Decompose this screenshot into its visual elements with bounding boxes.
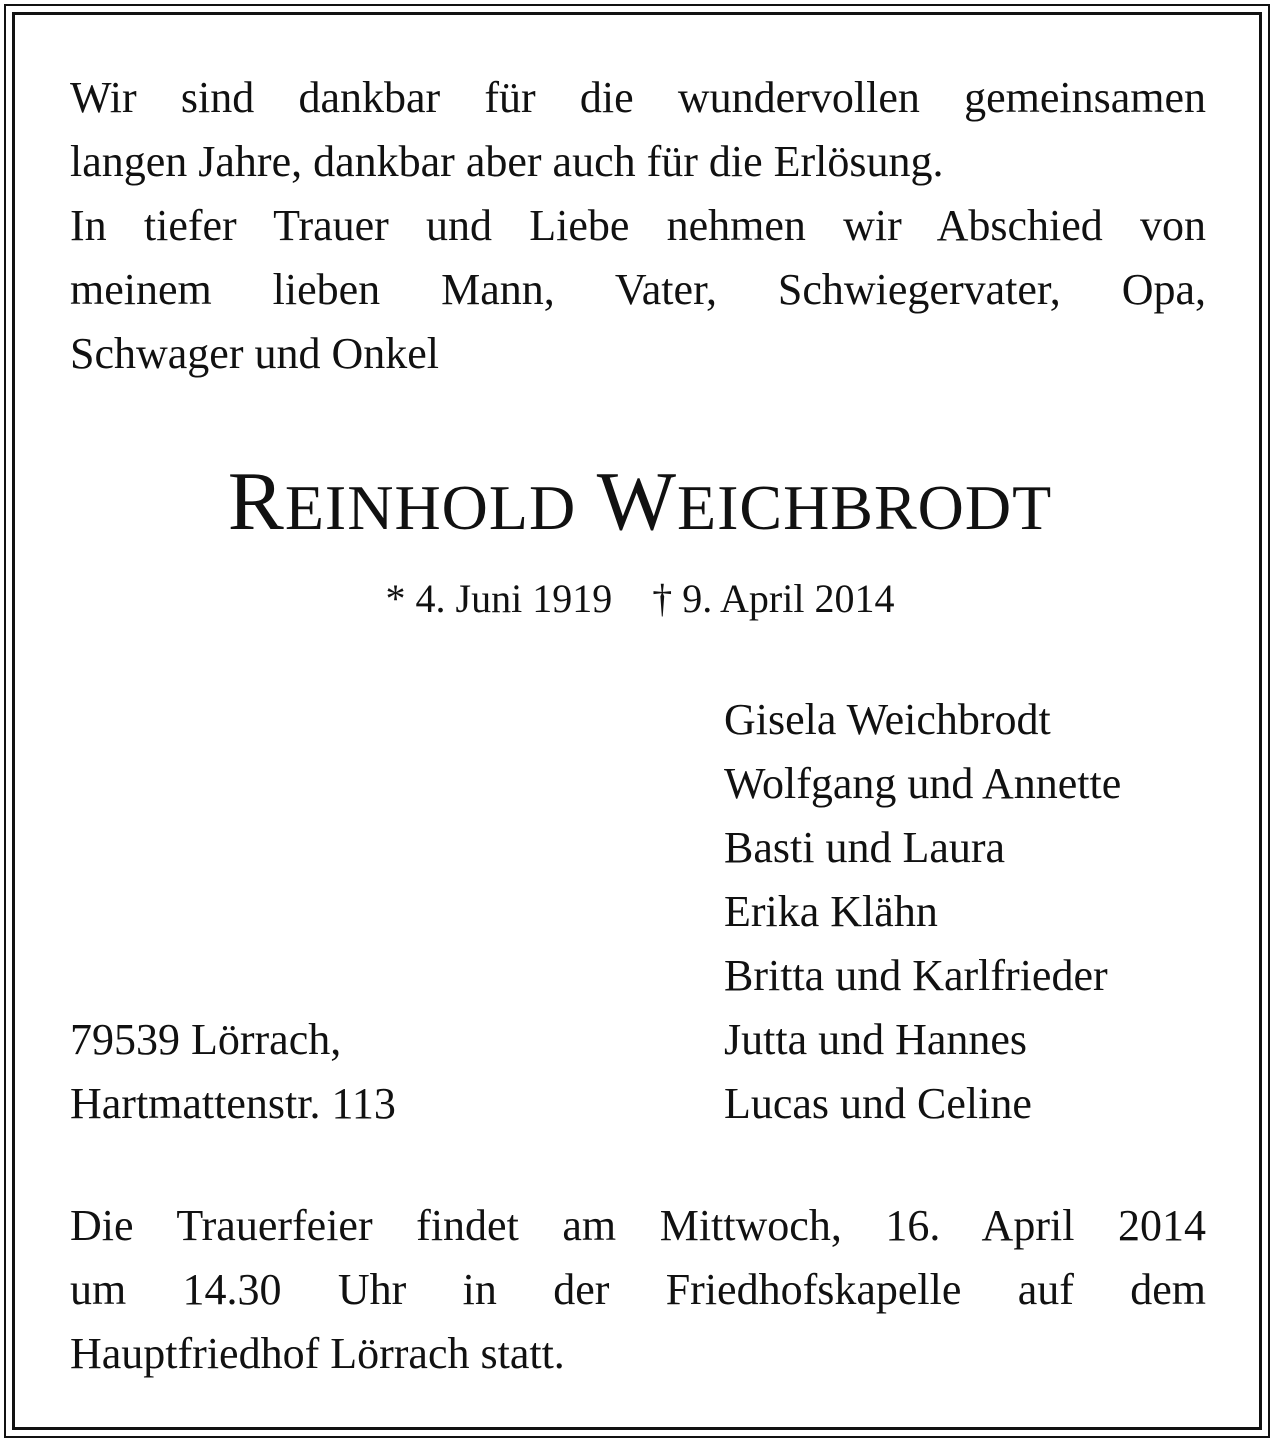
address-line: Hartmattenstr. 113	[70, 1079, 396, 1128]
service-line: Die Trauerfeier findet am Mittwoch, 16. April 2014	[70, 1201, 1206, 1250]
last-name-rest: EICHBRODT	[676, 472, 1053, 543]
intro-line: langen Jahre, dankbar aber auch für die Erlösung.	[70, 137, 944, 186]
family-member: Britta und Karlfrieder	[724, 951, 1108, 1000]
deceased-name	[0, 452, 1280, 558]
intro-line: Schwager und Onkel	[70, 329, 440, 378]
family-member: Jutta und Hannes	[724, 1015, 1028, 1064]
death-date: † 9. April 2014	[652, 576, 895, 621]
birth-date: * 4. Juni 1919	[385, 576, 613, 621]
family-member: Basti und Laura	[724, 823, 1006, 872]
intro-line: In tiefer Trauer und Liebe nehmen wir Abschied von	[70, 201, 1206, 250]
family-member: Gisela Weichbrodt	[724, 695, 1051, 744]
service-line: um 14.30 Uhr in der Friedhofskapelle auf dem	[70, 1265, 1206, 1314]
address	[70, 1008, 570, 1136]
address-line: 79539 Lörrach,	[70, 1015, 342, 1064]
service-notice	[70, 1194, 1206, 1386]
family-list	[724, 688, 1224, 1136]
family-member: Erika Klähn	[724, 887, 938, 936]
life-dates	[0, 572, 1280, 626]
intro-line: meinem lieben Mann, Vater, Schwiegervater, Opa,	[70, 265, 1206, 314]
first-name-rest: EINHOLD	[284, 472, 577, 543]
family-member: Lucas und Celine	[724, 1079, 1032, 1128]
intro-text	[70, 66, 1206, 386]
family-member: Wolfgang und Annette	[724, 759, 1122, 808]
intro-line: Wir sind dankbar für die wundervollen gemeinsamen	[70, 73, 1206, 122]
last-name-initial: W	[596, 455, 677, 548]
service-line: Hauptfriedhof Lörrach statt.	[70, 1329, 565, 1378]
first-name-initial: R	[227, 455, 285, 548]
